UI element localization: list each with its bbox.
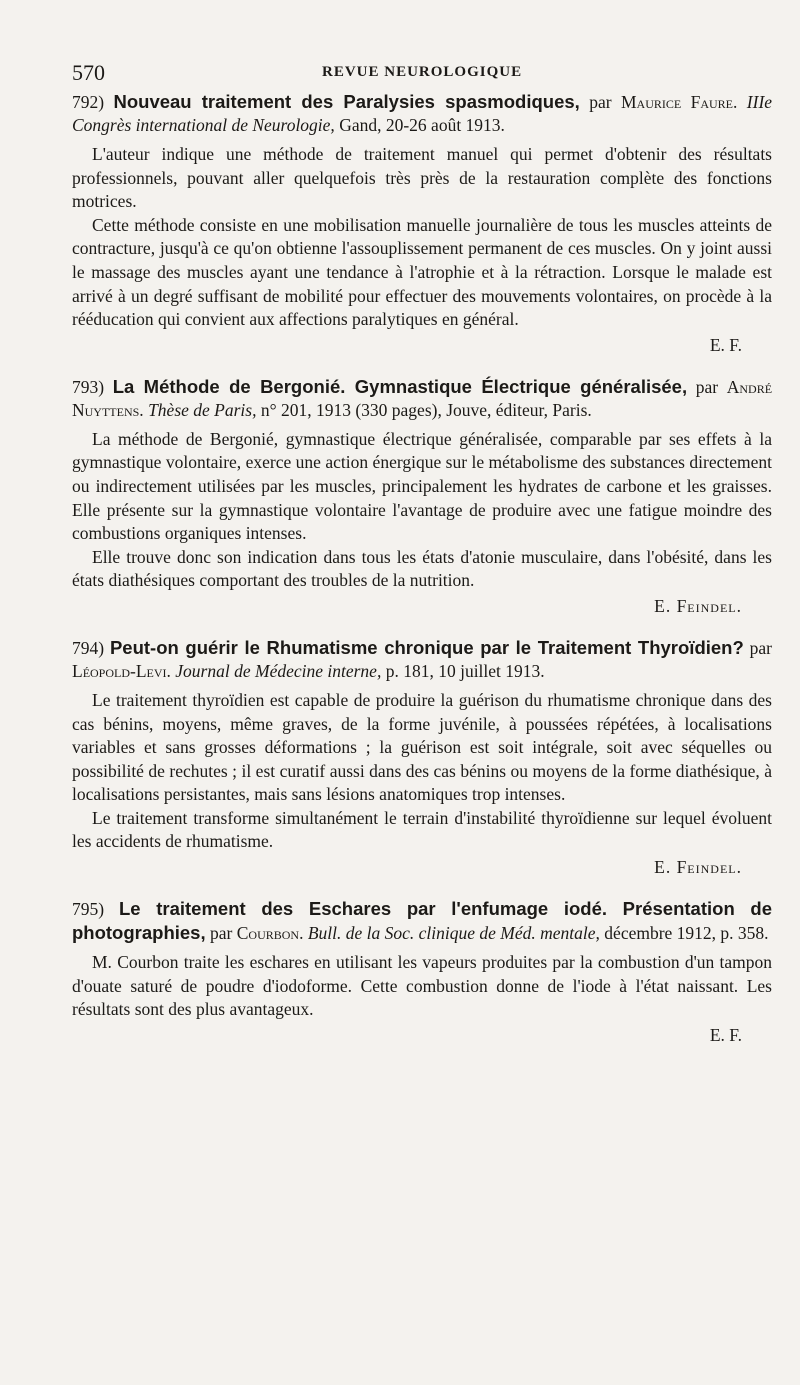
article-number: 792) bbox=[72, 92, 105, 112]
article-heading bbox=[72, 636, 772, 683]
article-heading bbox=[72, 375, 772, 422]
article-source: Journal de Médecine interne, bbox=[175, 660, 382, 681]
article-title: Nouveau traitement des Paralysies spasmodiques, bbox=[113, 91, 580, 112]
article-author: Léopold-Levi. bbox=[72, 660, 171, 681]
article-792 bbox=[72, 90, 772, 357]
running-head: REVUE NEUROLOGIQUE bbox=[322, 64, 523, 80]
article-heading bbox=[72, 90, 772, 137]
article-signature: E. Feindel. bbox=[654, 595, 742, 616]
page-header bbox=[72, 0, 772, 90]
article-signature: E. Feindel. bbox=[654, 857, 742, 878]
article-795 bbox=[72, 897, 772, 1047]
article-paragraph: Le traitement thyroïdien est capable de produire la guérison du rhumatisme chronique dans des cas bénins, moyens, même graves, de la forme juvénile, à poussées répétées, à localisations variables et sans grosses déformations ; la guérison est soit intégrale, soit avec séquelles ou possibilité de rechutes ; il est curatif aussi dans des cas bénins ou moyens de la forme diathésique, à localisations persistantes, mais sans lésions anatomiques trop intenses. bbox=[72, 689, 772, 805]
article-number: 793) bbox=[72, 376, 105, 397]
article-paragraph: Elle trouve donc son indication dans tous les états d'atonie musculaire, dans l'obésité, dans les états diathésiques comportant des troubles de la nutrition. bbox=[72, 546, 772, 591]
article-number: 794) bbox=[72, 637, 105, 658]
article-source-detail: décembre 1912, p. 358. bbox=[604, 923, 769, 944]
article-793 bbox=[72, 375, 772, 618]
article-paragraph: La méthode de Bergonié, gymnastique électrique généralisée, comparable par ses effets à la gymnastique volontaire, exerce une action énergique sur le métabolisme des substances directement ou indirectement utilisées par les muscles, principalement les hydrates de carbone et les graisses. Elle présente sur la gymnastique volontaire l'avantage de produire avec une fatigue moindre des combustions organiques intenses. bbox=[72, 428, 772, 544]
article-title: La Méthode de Bergonié. Gymnastique Électrique généralisée, bbox=[112, 375, 688, 397]
article-paragraph: M. Courbon traite les eschares en utilisant les vapeurs produites par la combustion d'un tampon d'ouate saturé de poudre d'iodoforme. Cette combustion donne de l'iode à l'état naissant. Les résultats sont des plus avantageux. bbox=[72, 952, 772, 1020]
article-source-detail: n° 201, 1913 (330 pages), Jouve, éditeur, Paris. bbox=[260, 399, 592, 420]
article-by: par bbox=[695, 376, 719, 397]
article-794 bbox=[72, 636, 772, 879]
article-source: IIIe Congrès international de Neurologie, bbox=[72, 92, 773, 135]
article-paragraph: L'auteur indique une méthode de traitement manuel qui permet d'obtenir des résultats professionnels, pouvant aller quelquefois très près de la restauration complète des fonctions motrices. bbox=[72, 144, 772, 212]
article-by: par bbox=[749, 637, 773, 658]
article-source: Bull. de la Soc. clinique de Méd. mentale, bbox=[307, 923, 600, 944]
article-by: par bbox=[210, 923, 233, 944]
article-source-detail: Gand, 20-26 août 1913. bbox=[339, 115, 505, 135]
article-paragraph: Cette méthode consiste en une mobilisation manuelle journalière de tous les muscles atteints de contracture, jusqu'à ce qu'on obtienne l'assouplissement permanent de ces muscles. On y joint aussi le massage des muscles ayant une tendance à l'atrophie et à la rétraction. Lorsque le malade est arrivé à un degré suffisant de mobilité pour effectuer des mouvements volontaires, on procède à la rééducation qui convient aux affections paralytiques en général. bbox=[72, 214, 772, 330]
article-signature: E. F. bbox=[709, 334, 742, 355]
article-heading bbox=[72, 897, 772, 945]
article-source-detail: p. 181, 10 juillet 1913. bbox=[385, 660, 545, 681]
page-number: 570 bbox=[72, 60, 105, 85]
article-source: Thèse de Paris, bbox=[148, 399, 257, 420]
article-author: Maurice Faure. bbox=[620, 92, 738, 112]
article-author: André Nuyttens. bbox=[72, 376, 773, 420]
article-author: Courbon. bbox=[236, 923, 304, 944]
article-by: par bbox=[589, 92, 612, 112]
article-title: Peut-on guérir le Rhumatisme chronique par le Traitement Thyroïdien? bbox=[109, 636, 744, 658]
article-signature: E. F. bbox=[709, 1024, 742, 1045]
article-paragraph: Le traitement transforme simultanément le terrain d'instabilité thyroïdienne sur lequel évoluent les accidents de rhumatisme. bbox=[72, 807, 772, 852]
article-number: 795) bbox=[72, 899, 105, 920]
article-title: Le traitement des Eschares par l'enfumage iodé. Présentation de photographies, bbox=[72, 898, 772, 944]
